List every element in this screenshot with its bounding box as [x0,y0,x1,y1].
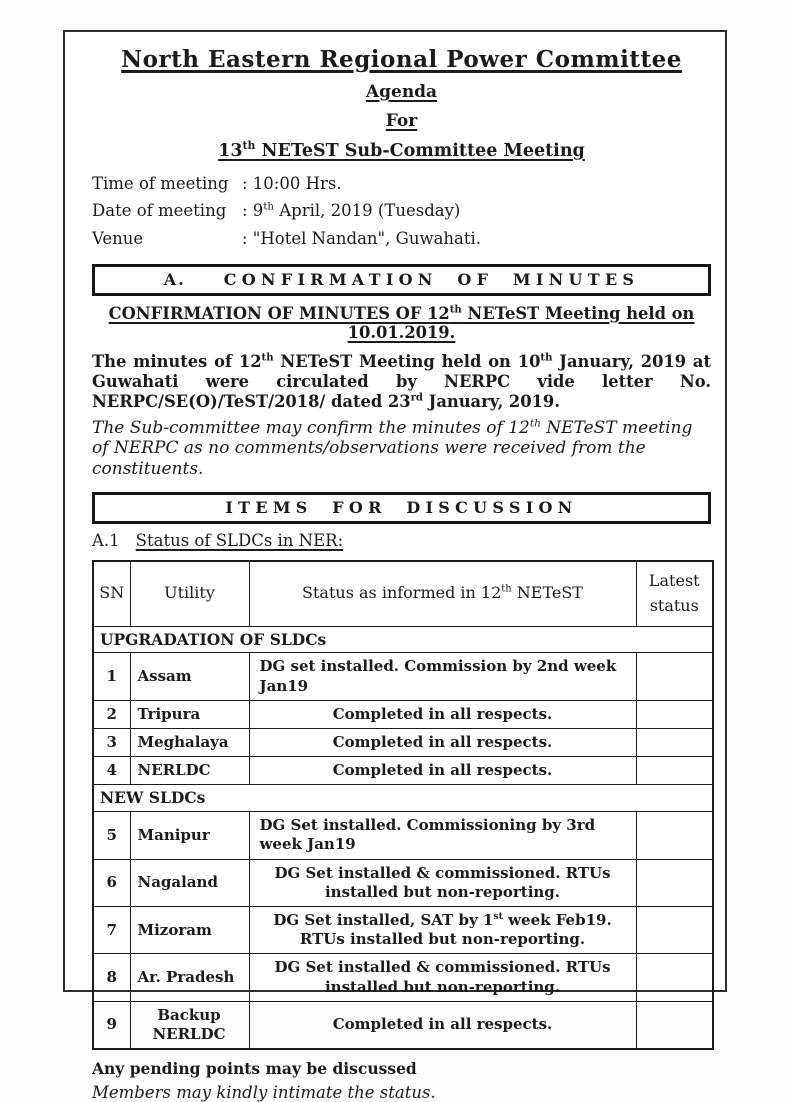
subtitle-for: For [385,111,418,131]
table-section-row [93,626,713,653]
item-a1-title: Status of SLDCs in NER: [135,531,344,551]
pending-points-note: Any pending points may be discussed [92,1059,417,1079]
row-sn: 2 [93,700,130,728]
item-a1-heading [92,531,711,550]
section-a-title: CONFIRMATION OF MINUTES [223,269,640,289]
row-latest-status [636,1001,713,1049]
row-status: Completed in all respects. [249,729,636,757]
status-table-body [93,626,713,1049]
meeting-venue-value: : "Hotel Nandan", Guwahati. [242,228,482,248]
table-header-row [93,561,713,626]
section-a-label: A. [163,269,186,289]
table-section-row [93,785,713,812]
row-status: Completed in all respects. [249,700,636,728]
row-sn: 3 [93,729,130,757]
row-utility: Nagaland [130,859,249,906]
table-row [93,954,713,1001]
row-latest-status [636,729,713,757]
table-row [93,757,713,785]
meeting-date-label: Date of meeting [92,201,227,221]
section-a-heading-box [92,264,711,296]
subtitle-agenda: Agenda [365,82,438,102]
page-frame [63,30,727,1102]
row-utility: NERLDC [130,757,249,785]
sldc-status-table [92,560,714,1050]
row-sn: 9 [93,1001,130,1049]
header-sn: SN [93,561,130,626]
meeting-time-value: : 10:00 Hrs. [242,174,342,193]
row-latest-status [636,653,713,700]
table-section-label: NEW SLDCs [93,785,713,812]
row-sn: 4 [93,757,130,785]
row-utility: Manipur [130,812,249,859]
confirmation-note-paragraph: The Sub-committee may confirm the minutes of 12th NETeST meeting of NERPC as no comments/observations were received from the constituents. [92,417,693,479]
minutes-circulation-paragraph: The minutes of 12th NETeST Meeting held on 10th January, 2019 at Guwahati were circulated by NERPC vide letter No. NERPC/SE(O)/TeST/2018/ dated 23rd January, 2019. [92,351,712,411]
row-status: Completed in all respects. [249,757,636,785]
row-sn: 8 [93,954,130,1001]
row-utility: Meghalaya [130,729,249,757]
row-latest-status [636,859,713,906]
meeting-time-row [92,173,711,195]
meeting-date-value: : 9th April, 2019 (Tuesday) [242,201,461,221]
page-title: North Eastern Regional Power Committee [121,46,682,73]
row-status: Completed in all respects. [249,1001,636,1049]
row-utility: Backup NERLDC [130,1001,249,1049]
row-status: DG Set installed & commissioned. RTUs installed but non-reporting. [249,954,636,1001]
confirmation-heading: CONFIRMATION OF MINUTES OF 12th NETeST Meeting held on 10.01.2019. [108,303,695,342]
row-utility: Mizoram [130,907,249,954]
row-utility: Tripura [130,700,249,728]
row-utility: Ar. Pradesh [130,954,249,1001]
table-row [93,729,713,757]
items-for-discussion-title: ITEMS FOR DISCUSSION [225,498,578,518]
row-utility: Assam [130,653,249,700]
header-latest-status: Latest status [636,561,713,626]
members-intimate-note: Members may kindly intimate the status. [92,1083,436,1102]
row-latest-status [636,812,713,859]
row-sn: 5 [93,812,130,859]
header-status: Status as informed in 12th NETeST [249,561,636,626]
row-sn: 6 [93,859,130,906]
table-section-label: UPGRADATION OF SLDCs [93,626,713,653]
table-row [93,812,713,859]
table-row [93,859,713,906]
meeting-title: 13th NETeST Sub-Committee Meeting [218,139,585,161]
item-a1-label: A.1 [92,531,120,551]
meeting-venue-label: Venue [92,228,144,248]
row-latest-status [636,907,713,954]
row-sn: 1 [93,653,130,700]
row-status: DG set installed. Commission by 2nd week Jan19 [249,653,636,700]
table-row [93,700,713,728]
row-latest-status [636,954,713,1001]
table-row [93,907,713,954]
meeting-date-row [92,200,711,222]
row-status: DG Set installed, SAT by 1st week Feb19. RTUs installed but non-reporting. [249,907,636,954]
meeting-time-label: Time of meeting [92,174,229,193]
row-latest-status [636,700,713,728]
items-for-discussion-box [92,492,711,524]
meeting-venue-row [92,228,711,250]
table-row [93,653,713,700]
header-utility: Utility [130,561,249,626]
row-sn: 7 [93,907,130,954]
table-row [93,1001,713,1049]
row-status: DG Set installed. Commissioning by 3rd week Jan19 [249,812,636,859]
row-latest-status [636,757,713,785]
row-status: DG Set installed & commissioned. RTUs installed but non-reporting. [249,859,636,906]
meeting-details [92,173,711,250]
